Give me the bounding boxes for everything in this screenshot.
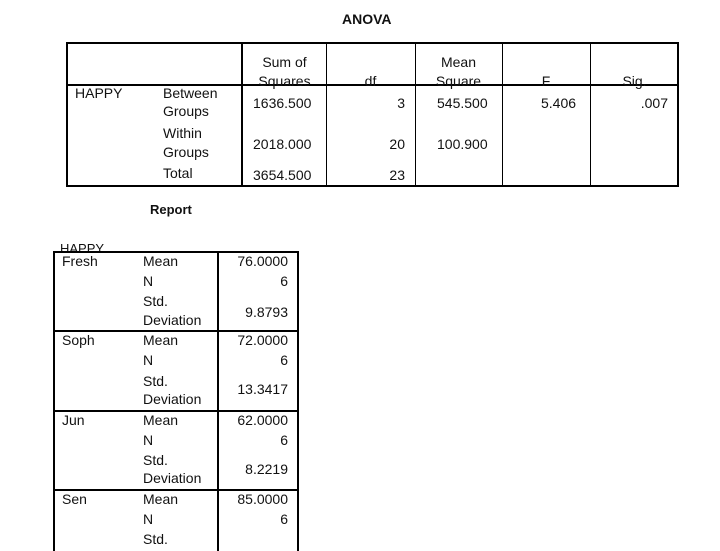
stat-value-n: 6 — [280, 432, 288, 448]
stat-value-sd: 13.3417 — [237, 381, 288, 397]
stat-label-n: N — [143, 352, 154, 368]
stat-label-n: N — [143, 273, 154, 289]
row-label-between-1: Between — [163, 85, 218, 101]
header-sum-squares-1: Sum of — [262, 54, 307, 70]
stat-label-sd-1: Std. — [143, 531, 168, 547]
between-sig: .007 — [640, 95, 668, 111]
within-df: 20 — [389, 136, 405, 152]
between-sum-squares: 1636.500 — [253, 95, 312, 111]
stat-value-sd: 9.8793 — [245, 304, 288, 320]
stat-value-mean: 85.0000 — [237, 491, 288, 507]
stat-label-sd-2: Deviation — [143, 391, 202, 407]
group-name: Jun — [62, 412, 85, 428]
stat-label-sd-1: Std. — [143, 293, 168, 309]
total-df: 23 — [389, 167, 405, 183]
stat-label-mean: Mean — [143, 491, 179, 507]
within-mean-square: 100.900 — [437, 136, 488, 152]
stat-value-n: 6 — [280, 273, 288, 289]
stat-label-sd-1: Std. — [143, 373, 168, 389]
stat-value-n: 6 — [280, 511, 288, 527]
stat-value-mean: 76.0000 — [237, 253, 288, 269]
stat-value-mean: 62.0000 — [237, 412, 288, 428]
stat-label-n: N — [143, 432, 154, 448]
report-title: Report — [150, 202, 192, 217]
header-f: F — [541, 73, 551, 89]
within-sum-squares: 2018.000 — [253, 136, 312, 152]
row-label-within-2: Groups — [163, 144, 209, 160]
header-sum-squares-2: Squares — [258, 73, 311, 89]
stat-value-n: 6 — [280, 352, 288, 368]
group-name: Soph — [62, 332, 95, 348]
stat-label-n: N — [143, 511, 154, 527]
stat-label-sd-2: Deviation — [143, 470, 202, 486]
stat-label-sd-1: Std. — [143, 452, 168, 468]
between-mean-square: 545.500 — [437, 95, 488, 111]
group-name: Sen — [62, 491, 87, 507]
row-label-total: Total — [163, 165, 193, 181]
row-label-between-2: Groups — [163, 103, 209, 119]
header-mean-square-2: Square — [435, 73, 482, 89]
stat-label-mean: Mean — [143, 332, 179, 348]
between-f: 5.406 — [541, 95, 577, 111]
report-variable-label: HAPPY — [60, 241, 105, 256]
stat-label-sd-2: Deviation — [143, 312, 202, 328]
stat-label-mean: Mean — [143, 253, 179, 269]
total-sum-squares: 3654.500 — [253, 167, 312, 183]
header-df: df — [364, 73, 377, 89]
header-mean-square-1: Mean — [440, 54, 477, 70]
between-df: 3 — [397, 95, 405, 111]
stat-value-mean: 72.0000 — [237, 332, 288, 348]
stat-label-mean: Mean — [143, 412, 179, 428]
row-label-within-1: Within — [163, 125, 202, 141]
dependent-label: HAPPY — [75, 85, 123, 101]
anova-title: ANOVA — [342, 11, 392, 27]
header-sig: Sig. — [622, 73, 647, 89]
group-name: Fresh — [62, 253, 98, 269]
stat-value-sd: 8.2219 — [245, 461, 288, 477]
